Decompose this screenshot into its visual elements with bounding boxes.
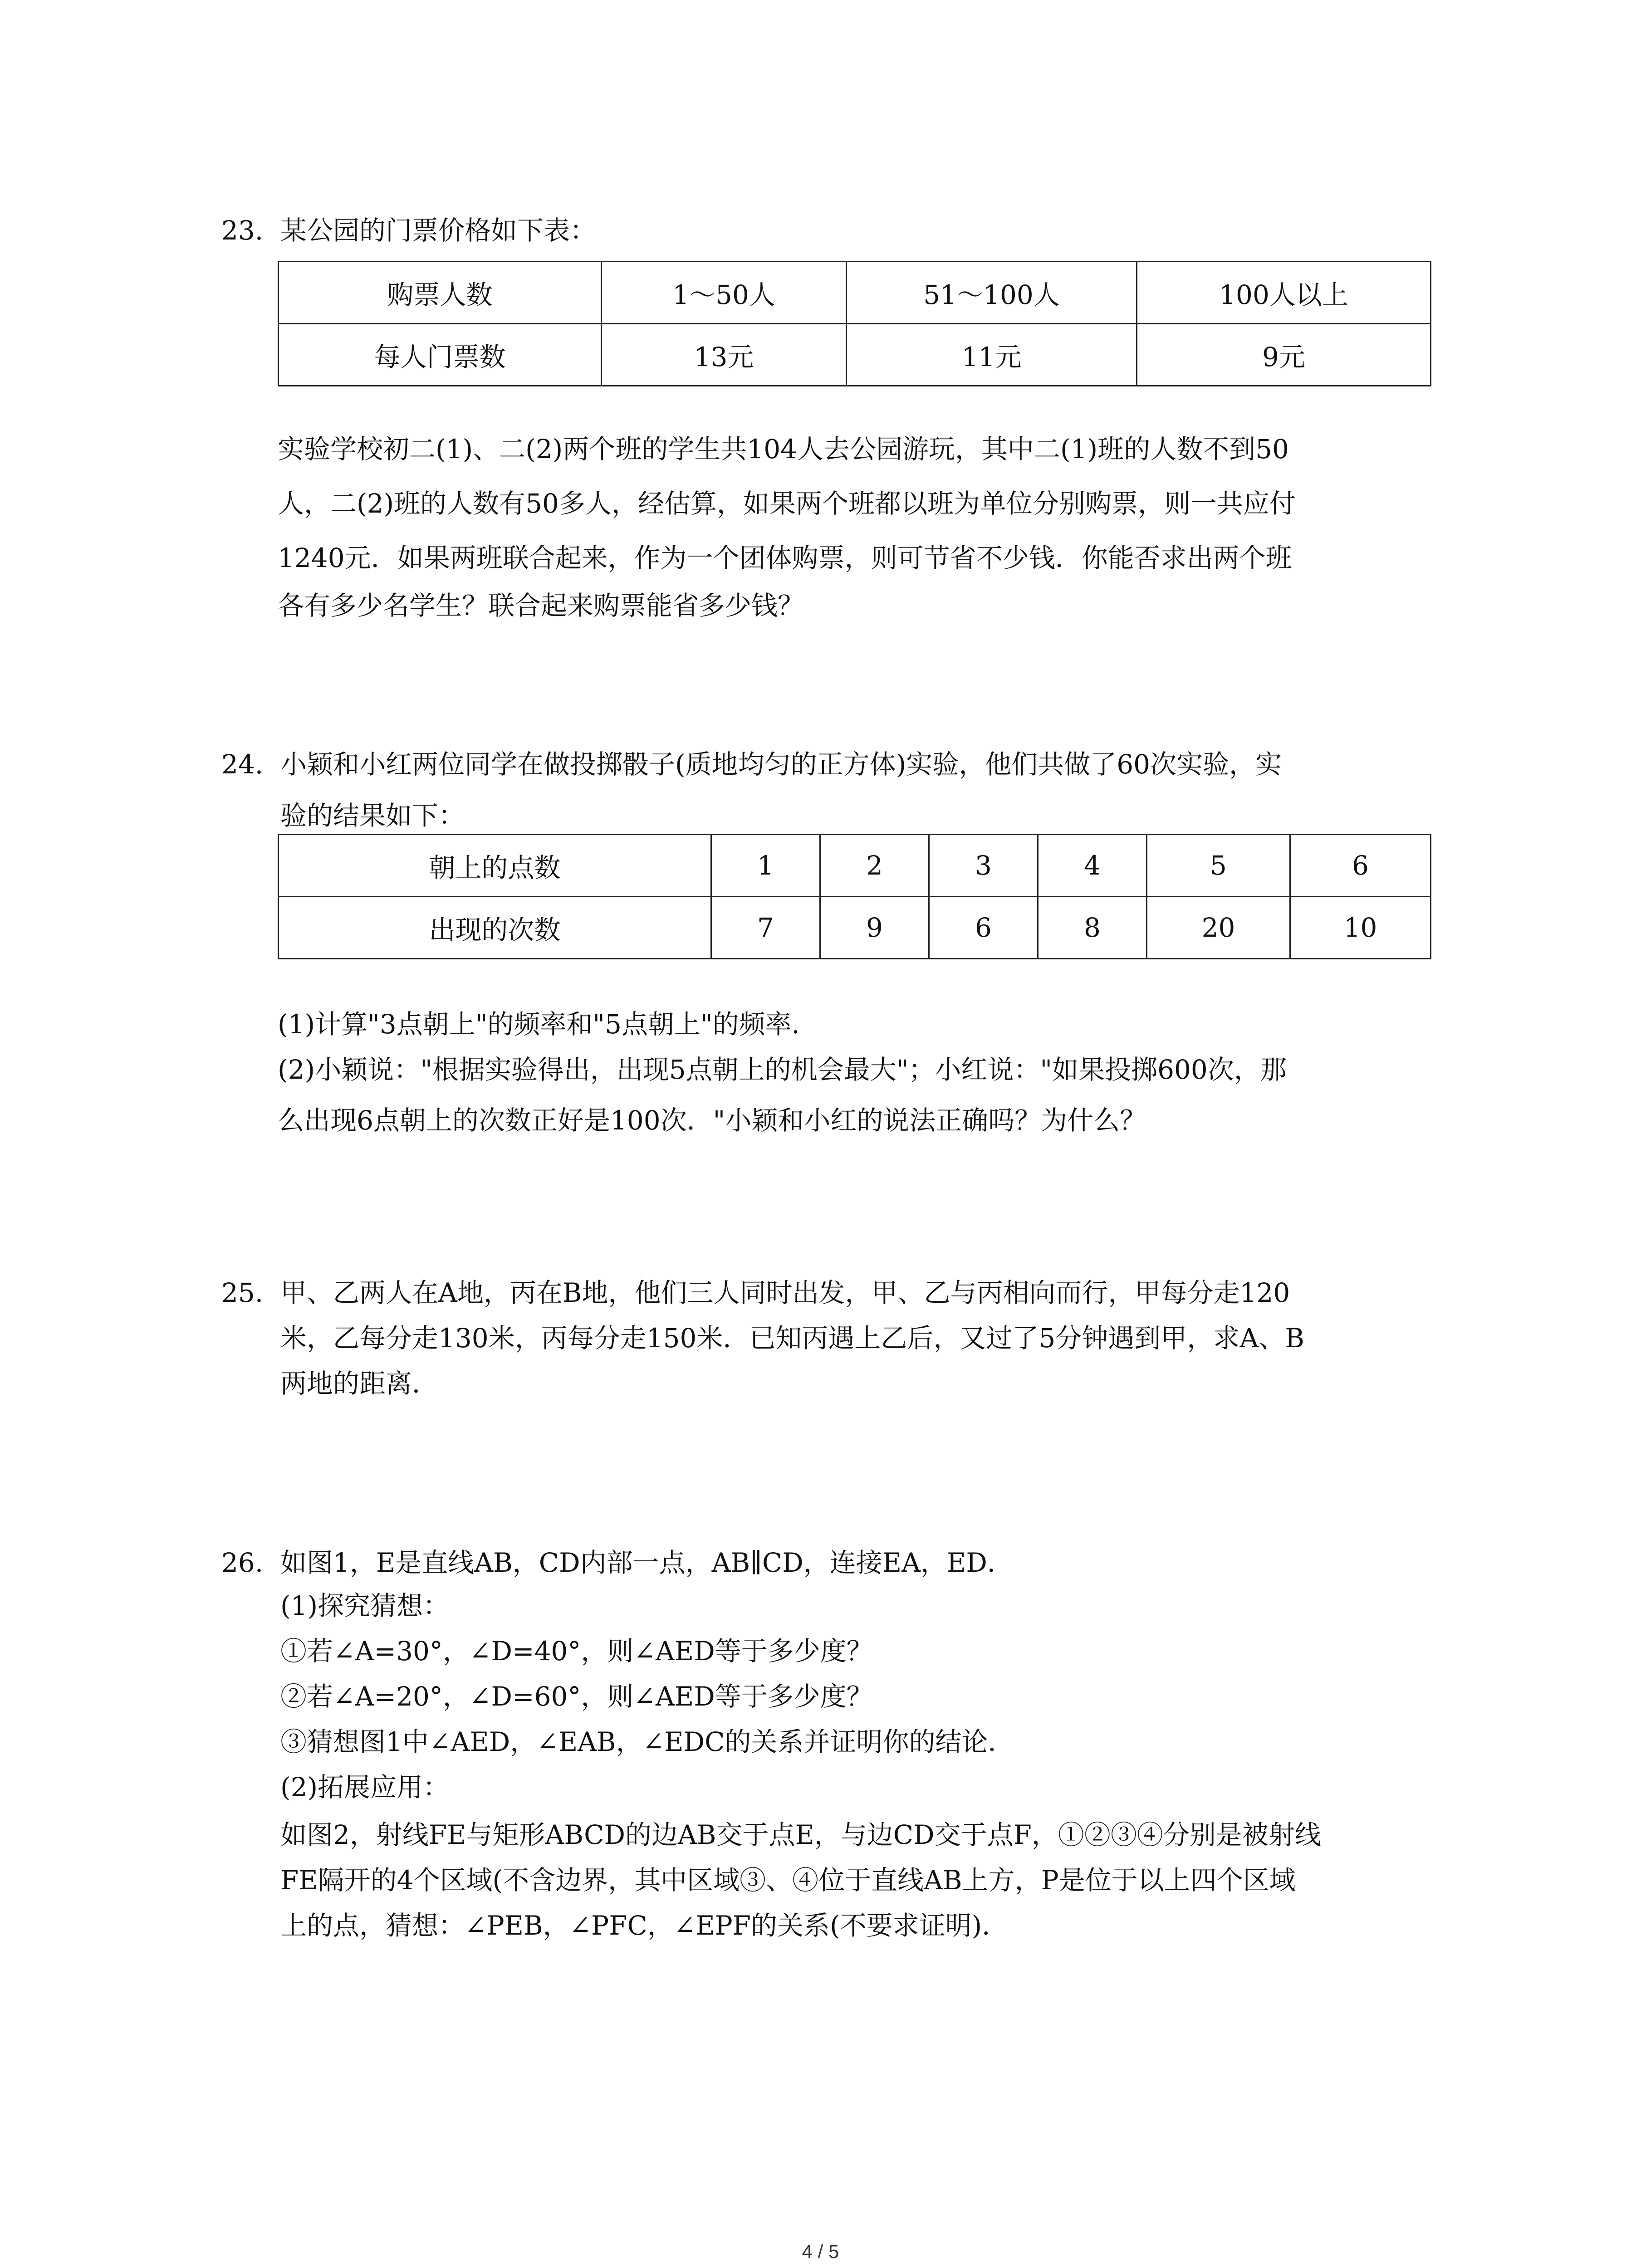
table-row [279,324,1431,386]
q24-line: (1)计算"3点朝上"的频率和"5点朝上"的频率． [278,1009,818,1040]
q25-line: 两地的距离． [280,1368,439,1399]
q25-line: 甲、乙两人在A地，丙在B地，他们三人同时出发，甲、乙与丙相向而行，甲每分走120 [280,1277,1290,1308]
table-cell: 3 [929,835,1038,897]
q26-line: ③猜想图1中∠AED，∠EAB，∠EDC的关系并证明你的结论． [280,1726,1014,1757]
table-cell: 51～100人 [847,262,1137,324]
table-cell: 2 [820,835,929,897]
table-cell: 5 [1147,835,1290,897]
table-cell: 6 [1290,835,1431,897]
q23-line: 1240元．如果两班联合起来，作为一个团体购票，则可节省不少钱．你能否求出两个班 [278,543,1292,573]
table-cell: 10 [1290,897,1431,959]
q23-line: 各有多少名学生？联合起来购票能省多少钱？ [278,590,804,621]
table-cell: 1～50人 [602,262,847,324]
q24-intro-line: 小颖和小红两位同学在做投掷骰子(质地均匀的正方体)实验，他们共做了60次实验，实 [280,749,1282,780]
table-cell: 6 [929,897,1038,959]
q25-line: 米，乙每分走130米，丙每分走150米．已知丙遇上乙后，又过了5分钟遇到甲，求A、B [280,1323,1304,1354]
table-cell: 出现的次数 [279,897,711,959]
page-number: 4 / 5 [802,2241,839,2262]
table-cell: 购票人数 [279,262,602,324]
table-cell: 11元 [847,324,1137,386]
q26-line: ①若∠A=30°，∠D=40°，则∠AED等于多少度？ [280,1636,873,1667]
table-cell: 4 [1038,835,1147,897]
table-cell: 20 [1147,897,1290,959]
q23-intro: 某公园的门票价格如下表： [280,215,597,246]
q26-line: 如图1，E是直线AB，CD内部一点，AB∥CD，连接EA，ED． [280,1547,1014,1578]
q24-number: 24. [221,749,264,780]
table-row [279,262,1431,324]
table-cell: 13元 [602,324,847,386]
q26-line: (2)拓展应用： [280,1772,450,1803]
q25-number: 25. [221,1277,264,1308]
q26-line: ②若∠A=20°，∠D=60°，则∠AED等于多少度？ [280,1681,873,1712]
table-cell: 1 [711,835,820,897]
table-cell: 100人以上 [1137,262,1431,324]
table-cell: 9元 [1137,324,1431,386]
q24-line: 么出现6点朝上的次数正好是100次．"小颖和小红的说法正确吗？为什么？ [278,1105,1146,1136]
q24-dice-table [278,834,1431,959]
q26-line: 如图2，射线FE与矩形ABCD的边AB交于点E，与边CD交于点F，①②③④分别是被射线 [280,1819,1321,1850]
table-cell: 8 [1038,897,1147,959]
q23-line: 实验学校初二(1)、二(2)两个班的学生共104人去公园游玩，其中二(1)班的人数不到50 [278,434,1289,464]
table-row [279,835,1431,897]
q23-price-table [278,261,1431,386]
q23-number: 23. [221,215,264,246]
q26-line: FE隔开的4个区域(不含边界，其中区域③、④位于直线AB上方，P是位于以上四个区域 [280,1865,1296,1896]
table-cell: 7 [711,897,820,959]
table-cell: 每人门票数 [279,324,602,386]
table-row [279,897,1431,959]
q26-number: 26. [221,1547,264,1578]
q24-intro-line: 验的结果如下： [280,800,465,831]
table-cell: 朝上的点数 [279,835,711,897]
q24-line: (2)小颖说："根据实验得出，出现5点朝上的机会最大"；小红说："如果投掷600次，那 [278,1054,1287,1085]
q26-line: 上的点，猜想：∠PEB，∠PFC，∠EPF的关系(不要求证明)． [280,1910,1009,1941]
table-cell: 9 [820,897,929,959]
q26-line: (1)探究猜想： [280,1590,450,1621]
q23-line: 人，二(2)班的人数有50多人，经估算，如果两个班都以班为单位分别购票，则一共应付 [278,488,1296,519]
